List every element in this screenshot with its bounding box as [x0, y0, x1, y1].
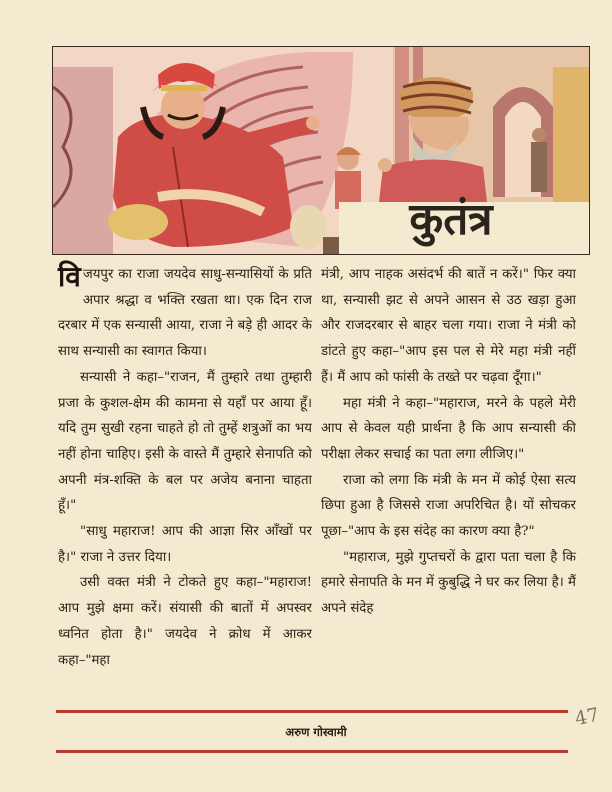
paragraph: सन्यासी ने कहा–"राजन, मैं तुम्हारे तथा तुम्हारी प्रजा के कुशल-क्षेम की कामना से यहाँ पर आया हूँ। यदि तुम सुखी रहना चाहते हो तो तुम्हें शत्रुओं का भय नहीं होना चाहिए। इसी के वास्ते मैं तुम्हारे सेनापति को अपनी मंत्र-शक्ति के बल पर अजेय बनाना चाहता हूँ।"	[58, 369, 312, 514]
dropcap: वि	[58, 260, 81, 293]
paragraph: महा मंत्री ने कहा–"महाराज, मरने के पहले मेरी आप से केवल यही प्रार्थना है कि आप सन्यासी की परीक्षा लेकर सचाई का पता लगा लीजिए।"	[321, 395, 576, 462]
guard-figure	[335, 147, 361, 209]
right-column	[321, 262, 576, 622]
paragraph: राजा को लगा कि मंत्री के मन में कोई ऐसा सत्य छिपा हुआ है जिससे राजा अपरिचित है। यों सोचकर पूछा–"आप के इस संदेह का कारण क्या है?"	[321, 472, 576, 540]
paragraph	[58, 262, 312, 365]
paragraph-text: जयपुर का राजा जयदेव साधु-सन्यासियों के प्रति अपार श्रद्धा व भक्ति रखता था। एक दिन राज दरबार में एक सन्यासी आया, राजा ने बड़े ही आदर के साथ सन्यासी का स्वागत किया।	[58, 267, 312, 360]
left-column	[58, 262, 312, 673]
paragraph: उसी वक्त मंत्री ने टोकते हुए कहा–"महाराज! आप मुझे क्षमा करें। संयासी की बातों में अपस्वर ध्वनित होता है।" जयदेव ने क्रोध में आकर कहा–"महा	[58, 575, 312, 668]
page-number: 47	[572, 703, 602, 731]
bottom-divider	[56, 750, 568, 753]
paragraph: मंत्री, आप नाहक असंदर्भ की बातें न करें।" फिर क्या था, सन्यासी झट से अपने आसन से उठ खड़ा हुआ और राजदरबार से बाहर चला गया। राजा ने मंत्री को डांटते हुए कहा–"आप इस पल से मेरे महा मंत्री नहीं हैं। मैं आप को फांसी के तख्ते पर चढ़वा दूँगा।"	[321, 267, 576, 385]
paragraph: "साधु महाराज! आप की आज्ञा सिर आँखों पर है।" राजा ने उत्तर दिया।	[58, 524, 312, 565]
top-divider	[56, 710, 568, 713]
paragraph: "महाराज, मुझे गुप्तचरों के द्वारा पता चला है कि हमारे सेनापति के मन में कुबुद्धि ने घर कर लिया है। मैं अपने संदेह	[321, 549, 576, 617]
author-credit: अरुण गोस्वामी	[285, 725, 347, 739]
story-title: कुतंत्र	[409, 194, 493, 245]
